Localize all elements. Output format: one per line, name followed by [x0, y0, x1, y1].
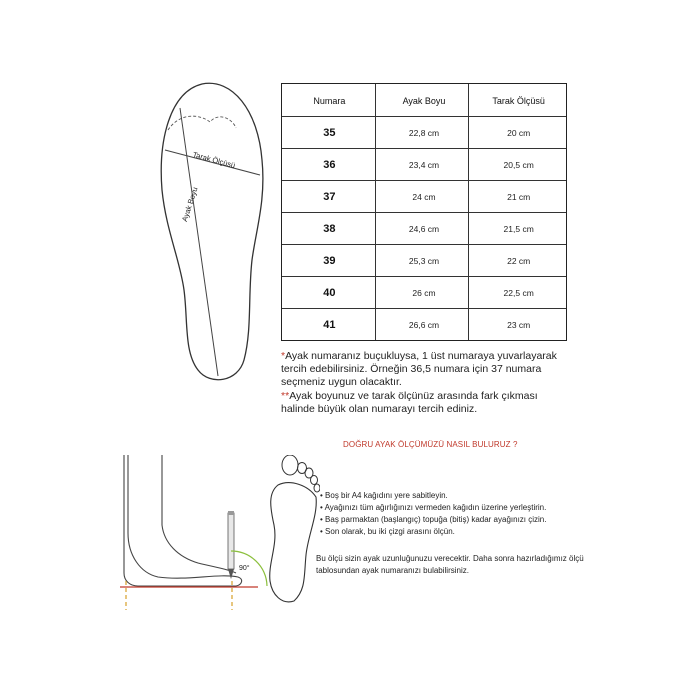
size-number: 36 — [323, 159, 336, 171]
foot-length: 26 cm — [412, 288, 436, 298]
ayak-boyu-label: Ayak Boyu — [180, 186, 200, 223]
note-line-2: tercih edebilirsiniz. Örneğin 36,5 numara için 37 numara — [281, 363, 542, 375]
header-numara: Numara — [313, 96, 346, 106]
length-line — [180, 108, 218, 376]
size-number: 40 — [323, 287, 336, 299]
list-item: • Ayağınızı tüm ağırlığınızı vermeden kağıdın üzerine yerleştirin. — [320, 503, 547, 512]
footprint-diagram — [256, 455, 320, 605]
foot-length: 26,6 cm — [408, 320, 440, 330]
header-ayak-boyu: Ayak Boyu — [402, 96, 446, 106]
foot-width: 23 cm — [507, 320, 531, 330]
double-asterisk: ** — [281, 390, 290, 402]
list-item: • Boş bir A4 kağıdını yere sabitleyin. — [320, 491, 448, 500]
size-number: 38 — [323, 223, 336, 235]
foot-width: 21 cm — [507, 192, 531, 202]
table-row — [282, 245, 566, 277]
insole-diagram — [140, 70, 280, 390]
how-to-title: DOĞRU AYAK ÖLÇÜMÜZÜ NASIL BULURUZ ? — [343, 440, 518, 449]
foot-width: 22 cm — [507, 256, 531, 266]
table-row — [282, 181, 566, 213]
foot-width: 21,5 cm — [503, 224, 534, 234]
table-row — [282, 309, 566, 341]
note-line-4: **Ayak boyunuz ve tarak ölçünüz arasında fark çıkması — [281, 390, 538, 402]
steps-list — [320, 490, 546, 538]
pencil-icon — [228, 511, 234, 579]
asterisk: * — [281, 350, 286, 362]
header-tarak: Tarak Ölçüsü — [492, 96, 545, 106]
table-row — [282, 117, 566, 149]
leg-outline — [124, 455, 242, 586]
table-row — [282, 149, 566, 181]
foot-length: 25,3 cm — [408, 256, 440, 266]
foot-length: 22,8 cm — [408, 128, 440, 138]
note-line-3: seçmeniz uygun olacaktır. — [281, 376, 402, 388]
list-item: • Son olarak, bu iki çizgi arasını ölçün. — [320, 527, 455, 536]
foot-width: 20,5 cm — [503, 160, 534, 170]
toe-line — [168, 116, 236, 130]
tarak-label: Tarak Ölçüsü — [191, 150, 237, 171]
angle-label: 90° — [239, 565, 250, 572]
size-number: 41 — [323, 319, 336, 331]
size-number: 35 — [323, 127, 336, 139]
instruction-footnote: Bu ölçü sizin ayak uzunluğunuzu verecektir. Daha sonra hazırladığımız ölçü tablosundan ayak numaranızı bulabilirsiniz. — [316, 554, 584, 575]
size-number: 39 — [323, 255, 336, 267]
foot-width: 20 cm — [507, 128, 531, 138]
footprint-outline — [270, 483, 317, 602]
table-header — [282, 85, 566, 117]
foot-side-diagram — [118, 455, 268, 610]
size-number: 37 — [323, 191, 336, 203]
foot-length: 24,6 cm — [408, 224, 440, 234]
foot-width: 22,5 cm — [503, 288, 534, 298]
foot-length: 24 cm — [412, 192, 436, 202]
foot-length: 23,4 cm — [408, 160, 440, 170]
table-row — [282, 277, 566, 309]
note-line-5: halinde büyük olan numarayı tercih ediniz. — [281, 403, 478, 415]
table-row — [282, 213, 566, 245]
size-table — [281, 83, 567, 341]
note-line-1: *Ayak numaranız buçukluysa, 1 üst numaraya yuvarlayarak — [281, 350, 557, 362]
list-item: • Baş parmaktan (başlangıç) topuğa (bitiş) kadar ayağınızı çizin. — [320, 515, 547, 524]
